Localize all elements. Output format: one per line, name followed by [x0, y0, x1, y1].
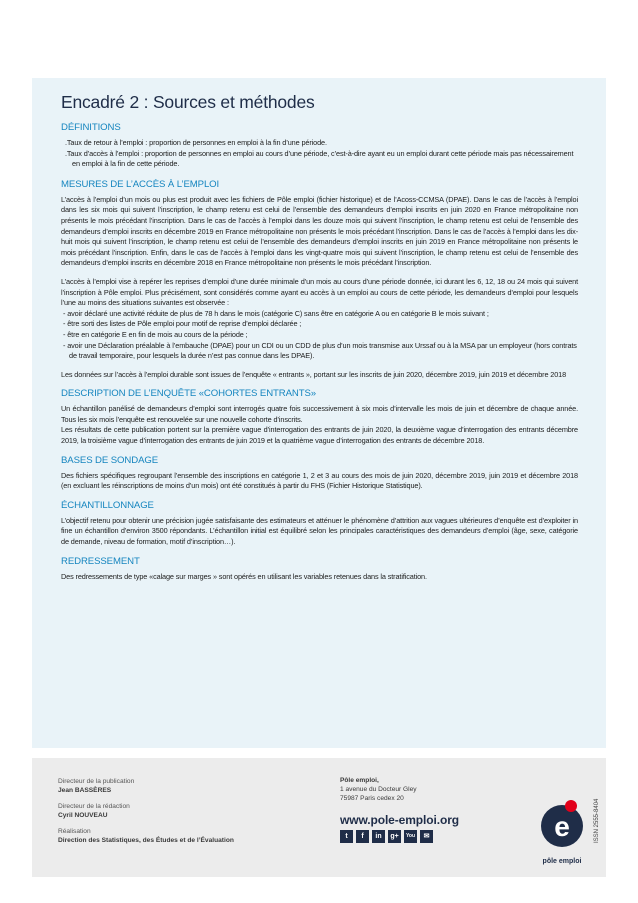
bases-heading: BASES DE SONDAGE: [61, 454, 159, 466]
googleplus-icon[interactable]: g+: [388, 830, 401, 843]
twitter-icon[interactable]: t: [340, 830, 353, 843]
echantillonnage-heading: ÉCHANTILLONNAGE: [61, 499, 154, 511]
director-redaction-label: Directeur de la rédaction: [58, 803, 130, 810]
situation-item: - avoir déclaré une activité réduite de plus de 78 h dans le mois (catégorie C) sans être en catégorie A ou en catégorie B le mois suivant ;: [63, 308, 489, 318]
definition-item: .Taux de retour à l’emploi : proportion de personnes en emploi à la fin d’une période.: [65, 138, 327, 147]
address-line-2: 75987 Paris cedex 20: [340, 795, 404, 802]
director-redaction-name: Cyril NOUVEAU: [58, 812, 108, 819]
description-heading: DESCRIPTION DE L’ENQUÊTE «COHORTES ENTRANTS»: [61, 388, 317, 400]
description-paragraph-2: Les résultats de cette publication portent sur la première vague d’interrogation des entrants de juin 2020, la deuxième vague d’interrogation des entrants décembre 2019, la troisième vague d’interrogation des entrants de juin 2019 et la quatrième vague d’interrogation des entrants de décembre 2018.: [61, 425, 578, 446]
definitions-heading: DÉFINITIONS: [61, 122, 121, 133]
definition-item: .Taux d’accès à l’emploi : proportion de personnes en emploi au cours d’une période, c’est-à-dire ayant eu un emploi durant cette période mais pas nécessairement en emploi à la fin de cette période.: [65, 148, 574, 169]
pole-emploi-logo-icon: [537, 796, 587, 856]
box-title: Encadré 2 : Sources et méthodes: [61, 92, 315, 112]
colophon-footer: [32, 758, 606, 877]
address-line-1: 1 avenue du Docteur Gley: [340, 786, 417, 793]
situations-list: [61, 309, 578, 362]
realisation-name: Direction des Statistiques, des Études et de l’Évaluation: [58, 837, 234, 844]
redressement-paragraph: Des redressements de type «calage sur marges » sont opérés en utilisant les variables retenues dans la stratification.: [61, 571, 427, 581]
logo-wordmark: pôle emploi: [542, 858, 582, 865]
youtube-icon[interactable]: You: [404, 830, 417, 843]
newsletter-icon[interactable]: ✉: [420, 830, 433, 843]
social-icons: [340, 830, 530, 843]
mesures-heading: MESURES DE L’ACCÈS À L’EMPLOI: [61, 178, 220, 190]
credits: [58, 777, 318, 852]
situation-item: - être en catégorie E en fin de mois au cours de la période ;: [63, 329, 248, 339]
director-publication-name: Jean BASSÈRES: [58, 787, 112, 794]
website-link[interactable]: www.pole-emploi.org: [340, 813, 459, 827]
definitions-list: [65, 138, 578, 170]
mesures-paragraph-3: Les données sur l’accès à l’emploi durable sont issues de l’enquête « entrants », portant sur les inscrits de juin 2020, décembre 2019, juin 2019 et décembre 2018: [61, 369, 567, 379]
redressement-heading: REDRESSEMENT: [61, 555, 140, 567]
situation-item: - être sorti des listes de Pôle emploi pour motif de reprise d’emploi déclarée ;: [63, 319, 302, 329]
facebook-icon[interactable]: f: [356, 830, 369, 843]
echantillonnage-paragraph: L’objectif retenu pour obtenir une précision jugée satisfaisante des estimateurs et atténuer le phénomène d’attrition aux vagues ultérieures d’enquête est d’exploiter in fine un échantillon d’environ 3500 répondants. L’échantillon initial est équilibré selon les principales caractéristiques des demandeurs d’emploi (âge, sexe, catégorie de demande, niveau de formation, motif d’inscription…).: [61, 515, 578, 547]
mesures-paragraph-1: L’accès à l’emploi d’un mois ou plus est produit avec les fichiers de Pôle emploi (fichier historique) et de l’Acoss-CCMSA (DPAE). Dans le cas de l’accès à l’emploi dans les six mois qui suivent l’inscription, le champ retenu est celui de l’ensemble des demandeurs d’emploi inscrits en juin 2020 en France métropolitaine non présents le mois précédant l’inscription. Dans le cas de l’accès à l’emploi dans les douze mois qui suivent l’inscription, le champ retenu est celui de l’ensemble des demandeurs d’emploi inscrits en décembre 2019 en France métropolitaine non présents le mois précédant l’inscription. Dans le cas de l’accès à l’emploi dans les dix-huit mois qui suivent l’inscription, le champ retenu est celui de l’ensemble des demandeurs d’emploi inscrits en juin 2019 en France métropolitaine non présents le mois précédant l’inscription. Enfin, dans le cas de l’accès à l’emploi dans les vingt-quatre mois qui suivent l’inscription, le champ retenu est celui de l’ensemble des demandeurs d’emploi inscrits en décembre 2018 en France métropolitaine non présents le mois précédant l’inscription.: [61, 194, 578, 268]
realisation-label: Réalisation: [58, 828, 91, 835]
description-paragraph-1: Un échantillon panélisé de demandeurs d’emploi sont interrogés quatre fois successivement à six mois d’intervalle les mois de juin et décembre de chaque année. Tous les six mois l’enquête est renouvelée sur une nouvelle cohorte d’inscrits.: [61, 404, 578, 424]
issn-number: ISSN 2555-8404: [594, 798, 600, 843]
org-name: Pôle emploi,: [340, 777, 379, 784]
situation-item: - avoir une Déclaration préalable à l’embauche (DPAE) pour un CDI ou un CDD de plus d’un mois transmise aux Urssaf ou à la MSA par un employeur (hors contrats de travail temporaire, pour lesquels la durée n’est pas connue dans les DPAE).: [63, 340, 577, 361]
mesures-paragraph-2: L’accès à l’emploi vise à repérer les reprises d’emploi d’une durée minimale d’un mois au cours d’une période donnée, ici durant les 6, 12, 18 ou 24 mois qui suivent l’inscription à Pôle emploi. Plus précisément, sont considérés comme ayant eu accès à un emploi au cours de cette période, les demandeurs d’emploi pour lesquels l’une au moins des situations suivantes est observée :: [61, 276, 578, 308]
svg-text:e: e: [554, 811, 570, 842]
linkedin-icon[interactable]: in: [372, 830, 385, 843]
bases-paragraph: Des fichiers spécifiques regroupant l’ensemble des inscriptions en catégorie 1, 2 et 3 au cours des mois de juin 2020, décembre 2019, juin 2019 et décembre 2018 (en excluant les réinscriptions de moins d’un mois) ont été constitués à partir du FHS (Fichier Historique Statistique).: [61, 470, 578, 491]
sources-methods-box: [32, 78, 606, 748]
address-block: [340, 776, 530, 843]
director-publication-label: Directeur de la publication: [58, 778, 135, 785]
